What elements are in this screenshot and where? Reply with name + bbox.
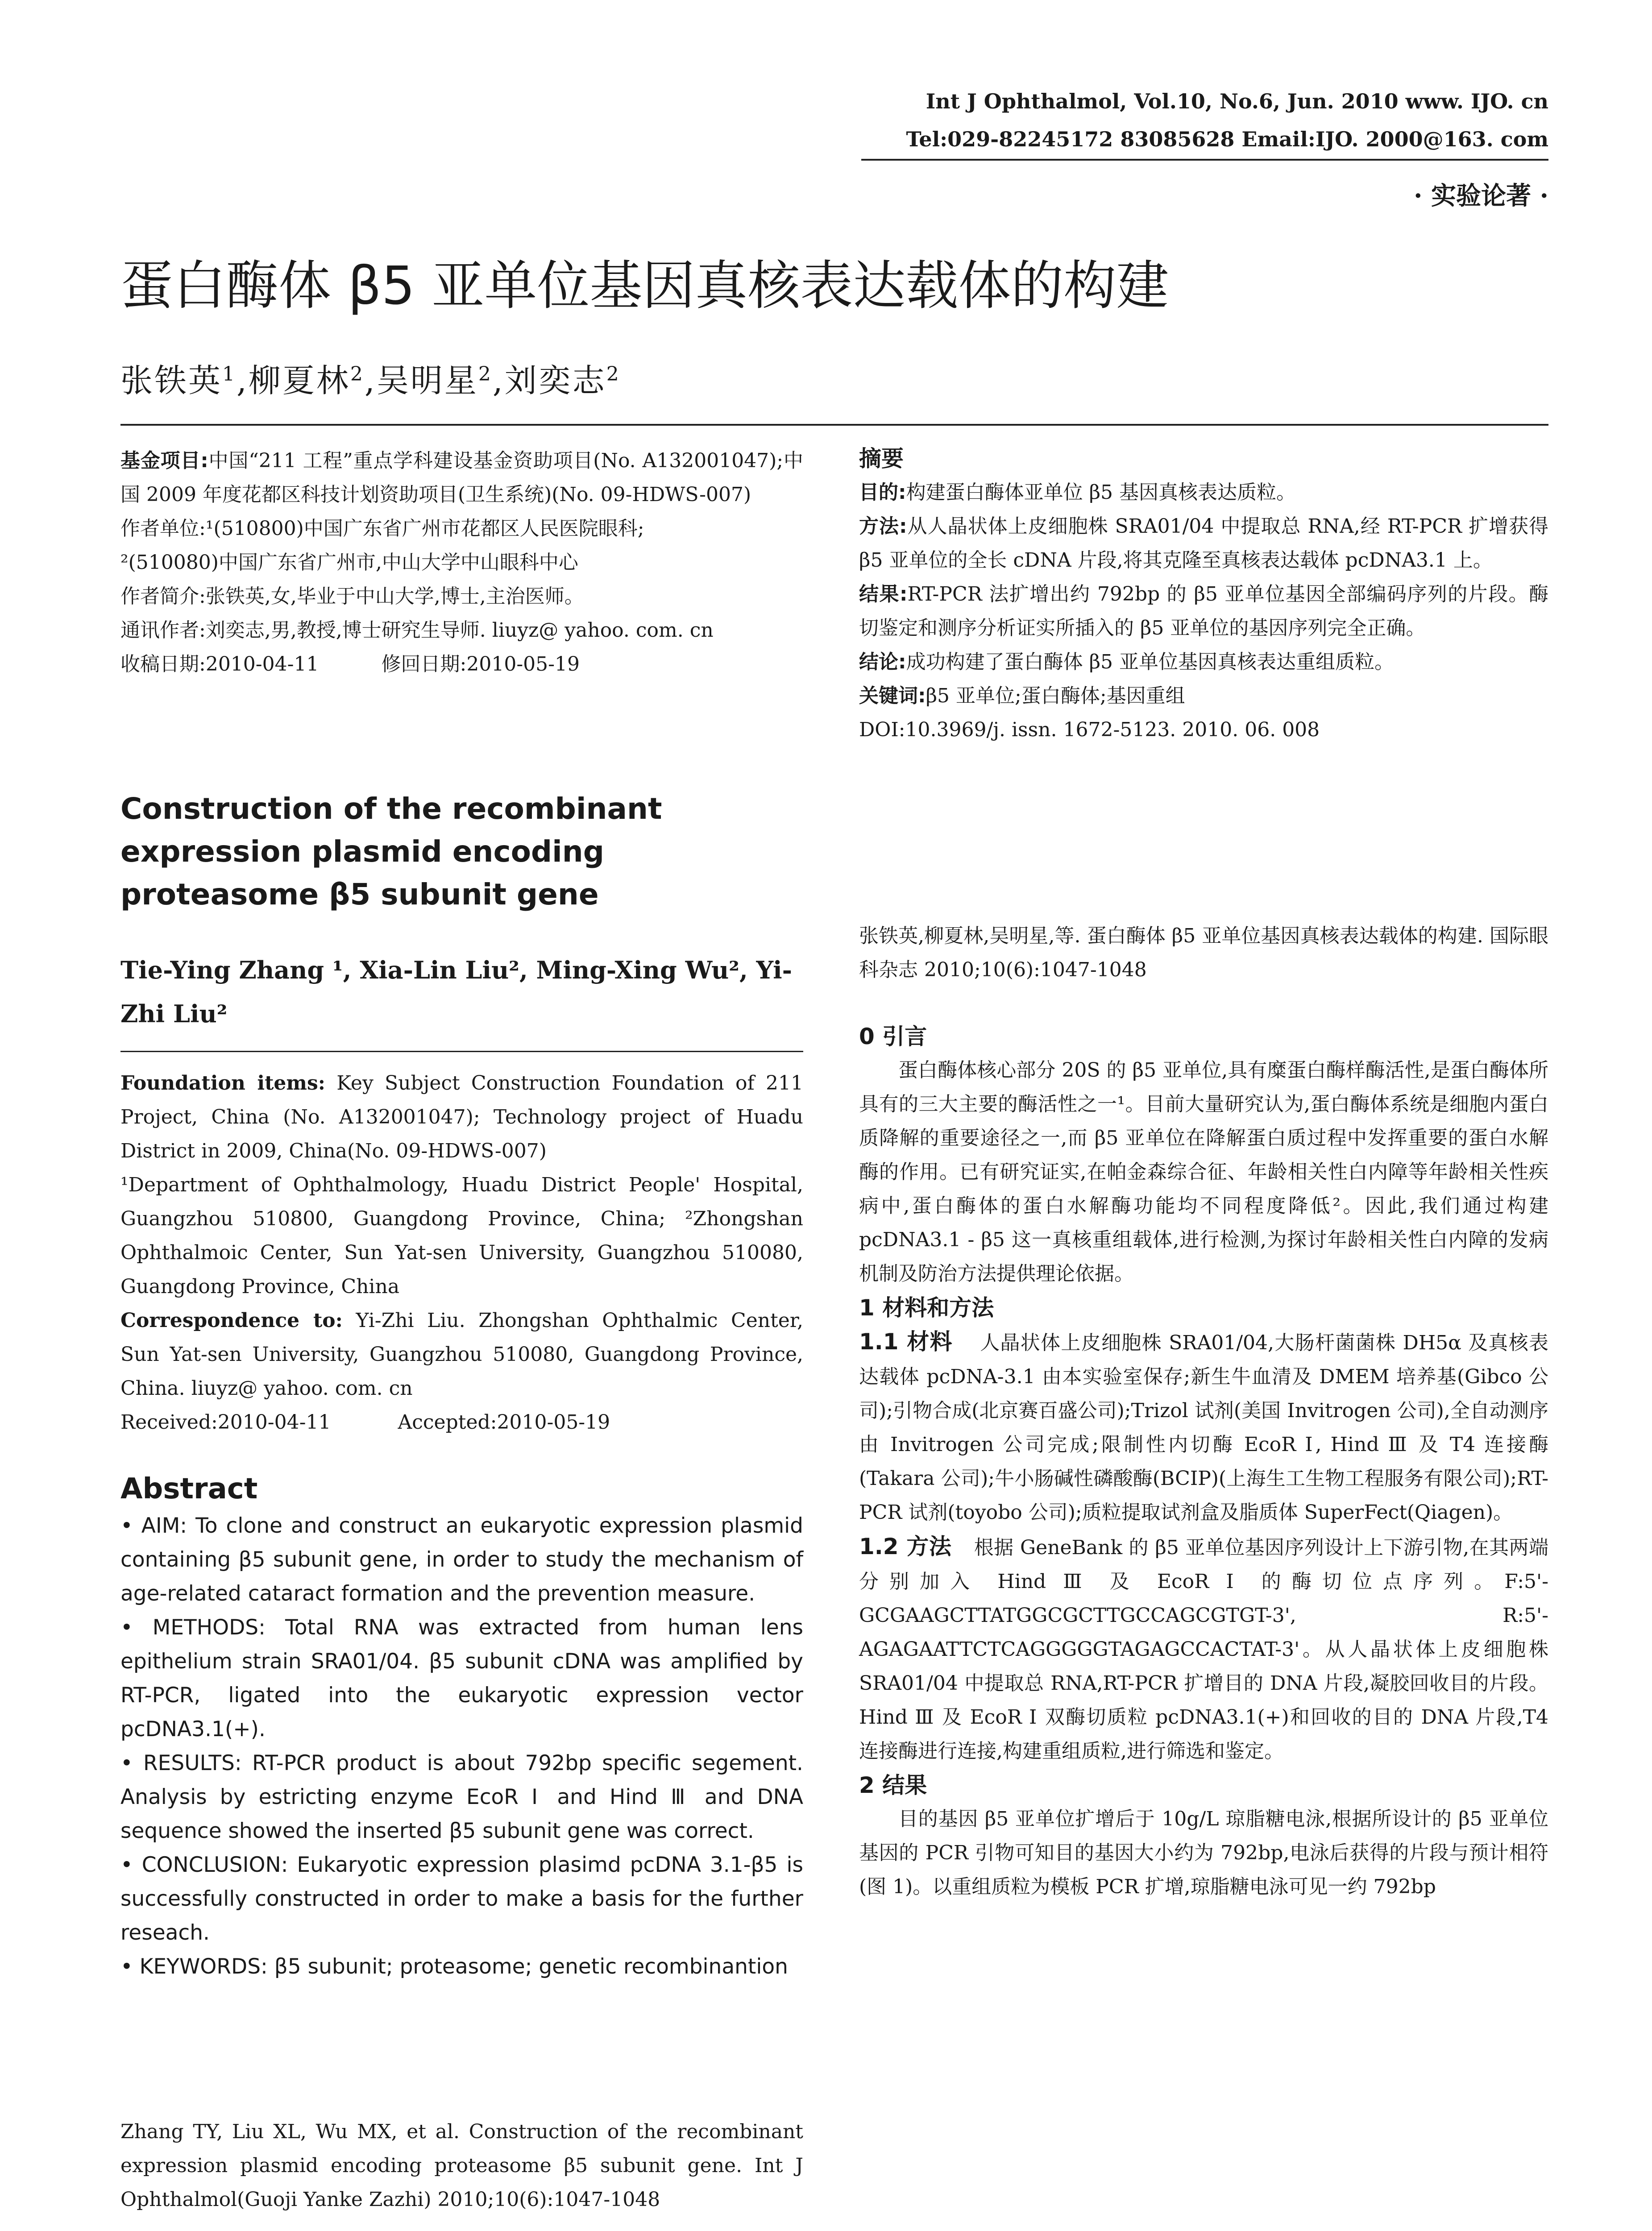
bio-text: 张铁英,女,毕业于中山大学,博士,主治医师。	[205, 585, 584, 608]
english-dates	[120, 1406, 803, 1439]
english-correspondence	[120, 1304, 803, 1406]
materials-text: 人晶状体上皮细胞株 SRA01/04,大肠杆菌菌株 DH5α 及真核表达载体 pcDNA-3.1 由本实验室保存;新生牛血清及 DMEM 培养基(Gibco 公司);引物合成(北京赛百盛公司);Trizol 试剂(美国 Invitrogen 公司),全自动测序由 Invitrogen 公司完成;限制性内切酶 EcoR Ⅰ, Hind Ⅲ 及 T4 连接酶(Takara 公司);牛小肠碱性磷酸酶(BCIP)(上海生工生物工程服务有限公司);RT-PCR 试剂(toyobo 公司);质粒提取试剂盒及脂质体 SuperFect(Qiagen)。	[859, 1331, 1548, 1524]
bio-label: 作者简介:	[120, 585, 206, 608]
cn-aim-text: 构建蛋白酶体亚单位 β5 基因真核表达质粒。	[906, 481, 1296, 504]
methods-heading: 1 材料和方法	[859, 1295, 994, 1321]
cn-aim-label: 目的:	[859, 481, 906, 504]
journal-contact-line: Tel:029-82245172 83085628 Email:IJO. 2000@163. com	[906, 127, 1548, 151]
correspondence-note	[120, 614, 803, 647]
results-heading: 2 结果	[859, 1772, 927, 1798]
author-name: 吴明星	[376, 362, 478, 399]
foundation-text: Key Subject Construction Foundation of 211 Project, China (No. A132001047); Technology project of Huadu District in 2009, China(No. 09-HDWS-007)	[120, 1072, 803, 1162]
abstract-keywords: • KEYWORDS: β5 subunit; proteasome; genetic recombinantion	[120, 1954, 788, 1979]
title-divider	[120, 424, 1548, 426]
author-name: 柳夏林	[248, 362, 350, 399]
abstract-heading: Abstract	[120, 1472, 258, 1505]
english-info-block	[120, 1066, 803, 1439]
foundation-label: Foundation items:	[120, 1072, 325, 1095]
english-header-divider	[120, 1051, 803, 1052]
english-authors: Tie-Ying Zhang ¹, Xia-Lin Liu², Ming-Xing Wu², Yi-Zhi Liu²	[120, 956, 793, 1028]
cn-citation: 张铁英,柳夏林,吴明星,等. 蛋白酶体 β5 亚单位基因真核表达载体的构建. 国际眼科杂志 2010;10(6):1047-1048	[859, 925, 1548, 981]
affiliation-note-2: ²(510080)中国广东省广州市,中山大学中山眼科中心	[120, 551, 578, 574]
english-correspondence-text: Yi-Zhi Liu. Zhongshan Ophthalmic Center, Sun Yat-sen University, Guangzhou 510080, Guangdong Province, China. liuyz@ yahoo. com. cn	[120, 1309, 803, 1400]
cn-abstract-conclusion	[859, 645, 1548, 679]
cn-methods-text: 从人晶状体上皮细胞株 SRA01/04 中提取总 RNA,经 RT-PCR 扩增获得 β5 亚单位的全长 cDNA 片段,将其克隆至真核表达载体 pcDNA3.1 上。	[859, 515, 1548, 572]
abstract-aim: • AIM: To clone and construct an eukaryotic expression plasmid containing β5 subunit gene, in order to study the mechanism of age-related cataract formation and the prevention measure.	[120, 1514, 803, 1606]
cn-abstract-methods	[859, 510, 1548, 577]
cn-abstract-results	[859, 577, 1548, 645]
english-received: Received:2010-04-11	[120, 1411, 331, 1434]
materials-paragraph	[859, 1325, 1548, 1530]
revised-date: 修回日期:2010-05-19	[381, 653, 580, 676]
cn-abstract-keywords	[859, 679, 1548, 713]
cn-abstract-aim	[859, 476, 1548, 510]
header-divider	[861, 159, 1548, 161]
author-name: 刘奕志	[504, 362, 606, 399]
method-text: 根据 GeneBank 的 β5 亚单位基因序列设计上下游引物,在其两端分别加入 Hind Ⅲ 及 EcoR Ⅰ 的酶切位点序列。F:5'-GCGAAGCTTATGGCGCTTGCCAGCGTGT-3', R:5'-AGAGAATTCTCAGGGGGTAGAGCCACTAT-3'。从人晶状体上皮细胞株 SRA01/04 中提取总 RNA,RT-PCR 扩增目的 DNA 片段,凝胶回收目的片段。Hind Ⅲ 及 EcoR Ⅰ 双酶切质粒 pcDNA3.1(+)和回收的目的 DNA 片段,T4 连接酶进行连接,构建重组质粒,进行筛选和鉴定。	[859, 1536, 1548, 1762]
doi-line: DOI:10.3969/j. issn. 1672-5123. 2010. 06. 008	[859, 718, 1320, 741]
english-correspondence-label: Correspondence to:	[120, 1309, 343, 1332]
author-affiliation: 2	[606, 363, 621, 386]
funding-label: 基金项目:	[120, 449, 208, 472]
intro-heading: 0 引言	[859, 1024, 927, 1049]
funding-text: 中国“211 工程”重点学科建设基金资助项目(No. A132001047);中国 2009 年度花都区科技计划资助项目(卫生系统)(No. 09-HDWS-007)	[120, 449, 803, 506]
intro-paragraph: 蛋白酶体核心部分 20S 的 β5 亚单位,具有糜蛋白酶样酶活性,是蛋白酶体所具有的三大主要的酶活性之一¹。目前大量研究认为,蛋白酶体系统是细胞内蛋白质降解的重要途径之一,而 β5 亚单位在降解蛋白质过程中发挥重要的蛋白水解酶的作用。已有研究证实,在帕金森综合征、年龄相关性白内障等年龄相关性疾病中,蛋白酶体的蛋白水解酶功能均不同程度降低²。因此,我们通过构建 pcDNA3.1 - β5 这一真核重组载体,进行检测,为探讨年龄相关性白内障的发病机制及防治方法提供理论依据。	[859, 1059, 1548, 1285]
section-label: · 实验论著 ·	[1414, 181, 1548, 211]
foundation-note	[120, 1066, 803, 1168]
received-date: 收稿日期:2010-04-11	[120, 653, 319, 676]
method-label: 1.2 方法	[859, 1534, 952, 1559]
bio-note	[120, 580, 803, 614]
cn-results-text: RT-PCR 法扩增出约 792bp 的 β5 亚单位基因全部编码序列的片段。酶切鉴定和测序分析证实所插入的 β5 亚单位的基因序列完全正确。	[859, 583, 1548, 639]
cn-abstract-heading: 摘要	[859, 446, 904, 472]
author-affiliation: 1	[222, 363, 237, 386]
funding-note	[120, 444, 803, 512]
cn-info-block	[120, 444, 803, 681]
dates-line	[120, 647, 803, 681]
abstract-methods: • METHODS: Total RNA was extracted from human lens epithelium strain SRA01/04. β5 subunit cDNA was amplified by RT-PCR, ligated into the eukaryotic expression vector pcDNA3.1(+).	[120, 1615, 803, 1742]
english-abstract	[120, 1472, 803, 1984]
cn-conclusion-text: 成功构建了蛋白酶体 β5 亚单位基因真核表达重组质粒。	[906, 651, 1395, 673]
paper-title: 蛋白酶体 β5 亚单位基因真核表达载体的构建	[120, 255, 1169, 316]
english-title: Construction of the recombinant expression plasmid encoding proteasome β5 subunit gene	[120, 792, 662, 912]
correspondence-label: 通讯作者:	[120, 619, 206, 642]
affiliation-text-1: ¹(510800)中国广东省广州市花都区人民医院眼科;	[205, 517, 644, 540]
cn-results-label: 结果:	[859, 583, 908, 605]
abstract-conclusion: • CONCLUSION: Eukaryotic expression plasimd pcDNA 3.1-β5 is successfully constructed in order to make a basis for the further reseach.	[120, 1853, 803, 1945]
affiliation-label: 作者单位:	[120, 517, 206, 540]
cn-methods-label: 方法:	[859, 515, 907, 538]
author-list-cn: 张铁英$^1$,柳夏林$^2$,吴明星$^2$,刘奕志$^2$	[120, 362, 621, 399]
article-body	[859, 1020, 1548, 1904]
english-citation: Zhang TY, Liu XL, Wu MX, et al. Construction of the recombinant expression plasmid encoding proteasome β5 subunit gene. Int J Ophthalmol(Guoji Yanke Zazhi) 2010;10(6):1047-1048	[120, 2120, 803, 2211]
cn-abstract-block	[859, 442, 1548, 747]
english-accepted: Accepted:2010-05-19	[398, 1411, 610, 1434]
correspondence-text: 刘奕志,男,教授,博士研究生导师. liuyz@ yahoo. com. cn	[205, 619, 714, 642]
results-paragraph: 目的基因 β5 亚单位扩增后于 10g/L 琼脂糖电泳,根据所设计的 β5 亚单位基因的 PCR 引物可知目的基因大小约为 792bp,电泳后获得的片段与预计相符(图 1)。以重组质粒为模板 PCR 扩增,琼脂糖电泳可见一约 792bp	[859, 1808, 1548, 1898]
author-affiliation: 2	[478, 363, 493, 386]
author-affiliation: 2	[350, 363, 365, 386]
cn-keywords-text: β5 亚单位;蛋白酶体;基因重组	[926, 684, 1185, 707]
english-affiliation: ¹Department of Ophthalmology, Huadu District People' Hospital, Guangzhou 510800, Guangdong Province, China; ²Zhongshan Ophthalmoic Center, Sun Yat-sen University, Guangzhou 510080, Guangdong Province, China	[120, 1174, 803, 1298]
cn-conclusion-label: 结论:	[859, 651, 906, 673]
affiliation-note	[120, 512, 803, 546]
abstract-results: • RESULTS: RT-PCR product is about 792bp specific segement. Analysis by estricting enzyme EcoR Ⅰ and Hind Ⅲ and DNA sequence showed the inserted β5 subunit gene was correct.	[120, 1751, 803, 1843]
materials-label: 1.1 材料	[859, 1329, 953, 1355]
journal-header-line: Int J Ophthalmol, Vol.10, No.6, Jun. 2010 www. IJO. cn	[926, 89, 1548, 113]
cn-keywords-label: 关键词:	[859, 684, 926, 707]
author-name: 张铁英	[120, 362, 223, 399]
method-paragraph	[859, 1530, 1548, 1768]
